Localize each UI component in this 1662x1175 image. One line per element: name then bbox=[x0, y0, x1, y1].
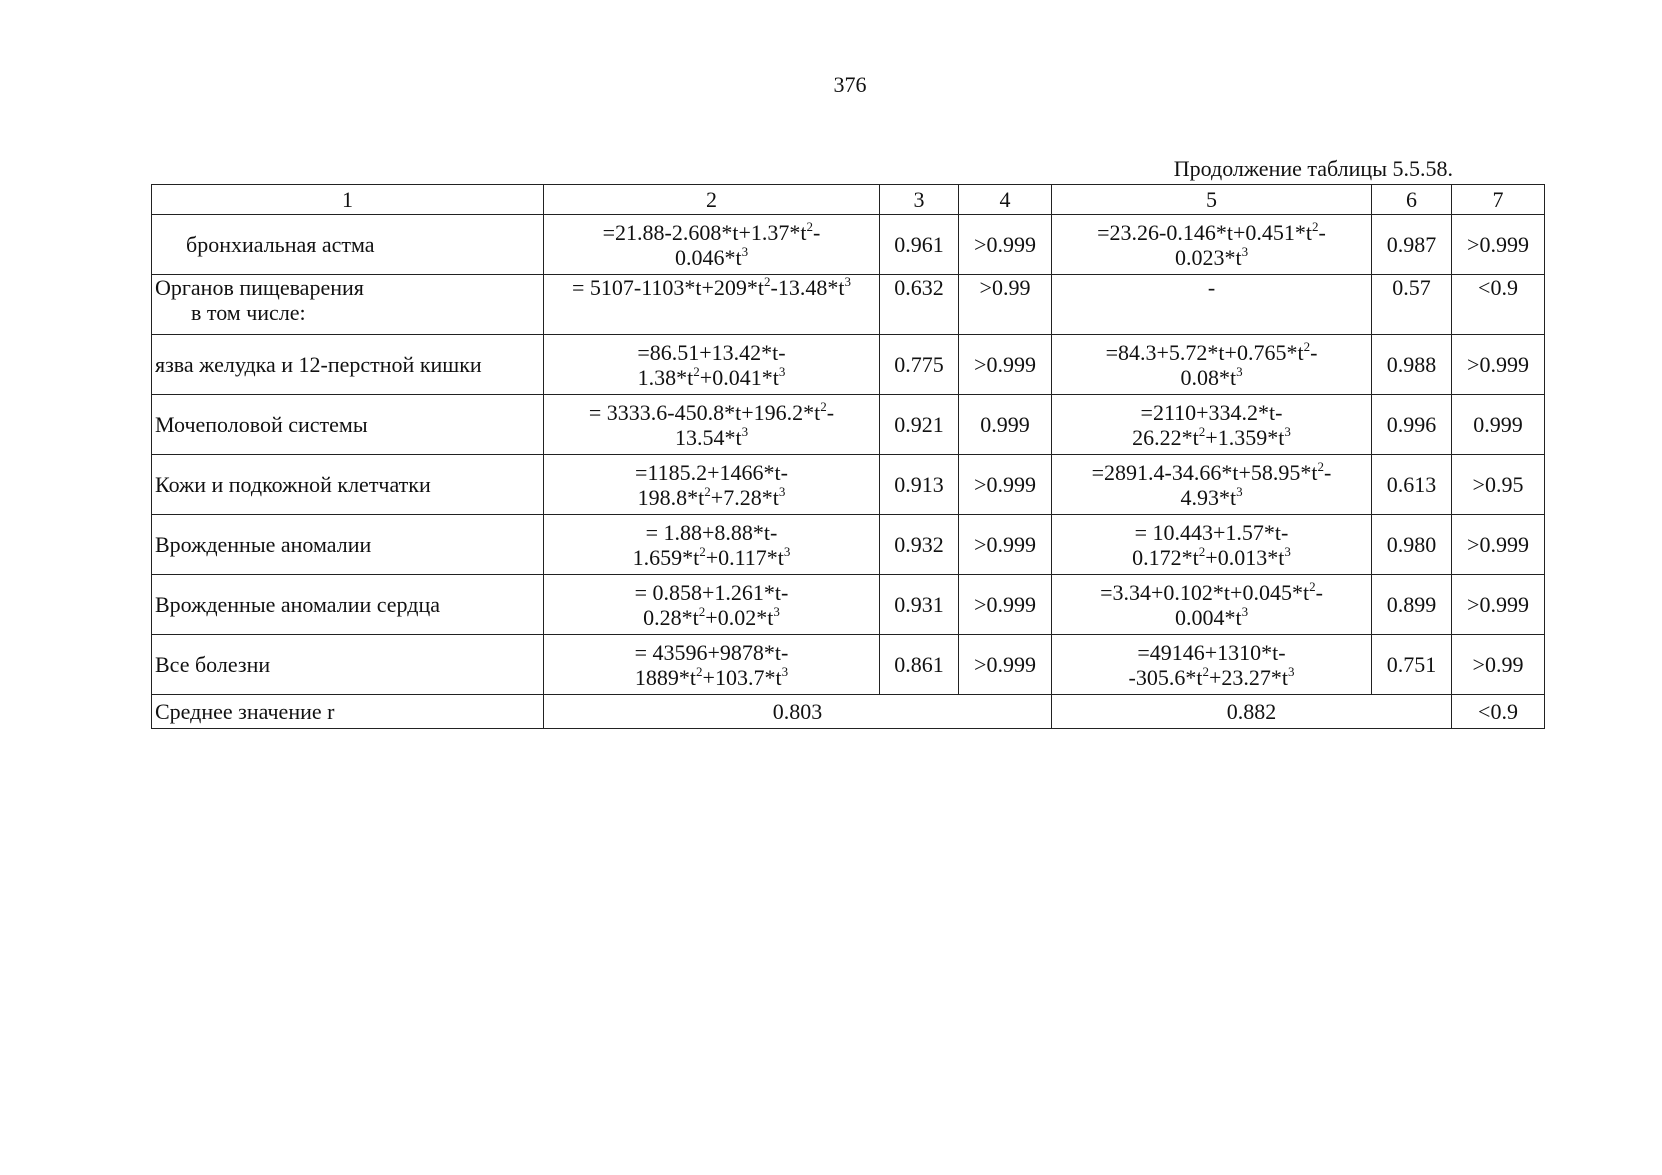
formula-line: $=2891.4-34.66*t+58.95*t^2-$ bbox=[1091, 458, 1332, 485]
correlation-1: 0.932 bbox=[880, 515, 959, 575]
formula-line: $4.93*t^3$ bbox=[1180, 483, 1243, 510]
significance-2: >0.99 bbox=[1452, 635, 1545, 695]
formula-line: $1889*t^2+103.7*t^3$ bbox=[634, 663, 789, 690]
formula-line: $198.8*t^2+7.28*t^3$ bbox=[637, 483, 786, 510]
disease-label: Все болезни bbox=[155, 652, 271, 677]
formula-line: $0.172*t^2+0.013*t^3$ bbox=[1132, 543, 1291, 570]
significance-2: <0.9 bbox=[1452, 275, 1545, 335]
formula-line: $1.659*t^2+0.117*t^3$ bbox=[632, 543, 791, 570]
formula-line: = 1.88+8.88*t- bbox=[645, 519, 778, 545]
correlation-2: 0.613 bbox=[1372, 455, 1452, 515]
table-row bbox=[152, 455, 1545, 515]
table-row bbox=[152, 215, 1545, 275]
disease-name bbox=[152, 575, 544, 635]
correlation-2: 0.751 bbox=[1372, 635, 1452, 695]
column-header-3: 3 bbox=[880, 185, 959, 215]
correlation-2: 0.987 bbox=[1372, 215, 1452, 275]
column-header-4: 4 bbox=[959, 185, 1052, 215]
significance-1: >0.999 bbox=[959, 455, 1052, 515]
correlation-2: 0.996 bbox=[1372, 395, 1452, 455]
summary-label: Среднее значение r bbox=[152, 695, 544, 729]
formula-line: =2110+334.2*t- bbox=[1140, 399, 1283, 425]
correlation-1: 0.931 bbox=[880, 575, 959, 635]
significance-2: >0.999 bbox=[1452, 215, 1545, 275]
significance-1: >0.999 bbox=[959, 575, 1052, 635]
significance-1: >0.999 bbox=[959, 515, 1052, 575]
correlation-1: 0.961 bbox=[880, 215, 959, 275]
correlation-1: 0.913 bbox=[880, 455, 959, 515]
trend-formula-2 bbox=[1052, 275, 1372, 335]
summary-value-1: 0.803 bbox=[544, 695, 1052, 729]
formula-line: $0.28*t^2+0.02*t^3$ bbox=[643, 603, 780, 630]
header-row bbox=[152, 185, 1545, 215]
significance-1: >0.999 bbox=[959, 335, 1052, 395]
disease-label: Кожи и подкожной клетчатки bbox=[155, 472, 431, 497]
disease-name bbox=[152, 275, 544, 335]
trend-formula-1 bbox=[544, 335, 880, 395]
disease-name bbox=[152, 455, 544, 515]
trend-formula-1 bbox=[544, 215, 880, 275]
disease-label: Врожденные аномалии сердца bbox=[155, 592, 440, 617]
table-caption: Продолжение таблицы 5.5.58. bbox=[1173, 156, 1453, 181]
disease-label: бронхиальная астма bbox=[186, 232, 375, 257]
formula-line: = 0.858+1.261*t- bbox=[634, 579, 789, 605]
formula-line: = $3333.6-450.8*t+196.2*t^2-$ bbox=[588, 398, 835, 425]
trend-formula-2 bbox=[1052, 455, 1372, 515]
correlation-1: 0.775 bbox=[880, 335, 959, 395]
formula-line: $0.08*t^3$ bbox=[1180, 363, 1243, 390]
trend-formula-2 bbox=[1052, 575, 1372, 635]
disease-name bbox=[152, 215, 544, 275]
disease-label: Мочеполовой системы bbox=[155, 412, 368, 437]
significance-1: >0.99 bbox=[959, 275, 1052, 335]
disease-sublabel: в том числе: bbox=[191, 300, 306, 325]
trend-formula-1 bbox=[544, 455, 880, 515]
formula-line: $=23.26-0.146*t+0.451*t^2-$ bbox=[1097, 218, 1326, 245]
table-row bbox=[152, 335, 1545, 395]
correlation-2: 0.988 bbox=[1372, 335, 1452, 395]
table-row bbox=[152, 635, 1545, 695]
column-header-5: 5 bbox=[1052, 185, 1372, 215]
summary-value-2: 0.882 bbox=[1052, 695, 1452, 729]
trend-formula-2 bbox=[1052, 215, 1372, 275]
disease-label: Органов пищеварения bbox=[155, 275, 364, 300]
disease-name bbox=[152, 635, 544, 695]
formula-line: = 43596+9878*t- bbox=[634, 639, 789, 665]
formula-line: $26.22*t^2+1.359*t^3$ bbox=[1132, 423, 1291, 450]
formula-line: $1.38*t^2+0.041*t^3$ bbox=[637, 363, 786, 390]
disease-label: Врожденные аномалии bbox=[155, 532, 372, 557]
disease-name bbox=[152, 335, 544, 395]
table-row bbox=[152, 575, 1545, 635]
trend-formula-1 bbox=[544, 515, 880, 575]
trend-formula-1 bbox=[544, 575, 880, 635]
significance-1: >0.999 bbox=[959, 215, 1052, 275]
formula-line: = $5107-1103*t+209*t^2-13.48*t^3$ bbox=[571, 274, 851, 300]
correlation-1: 0.921 bbox=[880, 395, 959, 455]
summary-value-3: <0.9 bbox=[1452, 695, 1545, 729]
column-header-7: 7 bbox=[1452, 185, 1545, 215]
formula-line: =1185.2+1466*t- bbox=[635, 459, 788, 485]
trend-formula-2 bbox=[1052, 635, 1372, 695]
trend-formula-1 bbox=[544, 395, 880, 455]
formula-line: $-305.6*t^2+23.27*t^3$ bbox=[1128, 663, 1295, 690]
formula-line: $0.023*t^3$ bbox=[1174, 243, 1249, 270]
column-header-1: 1 bbox=[152, 185, 544, 215]
trend-formula-2 bbox=[1052, 395, 1372, 455]
table-body bbox=[152, 185, 1545, 729]
significance-2: >0.999 bbox=[1452, 515, 1545, 575]
correlation-2: 0.899 bbox=[1372, 575, 1452, 635]
correlation-1: 0.861 bbox=[880, 635, 959, 695]
trend-formula-1 bbox=[544, 275, 880, 335]
formula-line: $0.046*t^3$ bbox=[674, 243, 749, 270]
trend-formula-2 bbox=[1052, 335, 1372, 395]
formula-line: =49146+1310*t- bbox=[1137, 639, 1286, 665]
formula-line: $13.54*t^3$ bbox=[674, 423, 749, 450]
formula-line: = 10.443+1.57*t- bbox=[1134, 519, 1289, 545]
formula-line: $=3.34+0.102*t+0.045*t^2-$ bbox=[1100, 578, 1323, 605]
column-header-6: 6 bbox=[1372, 185, 1452, 215]
trend-formula-1 bbox=[544, 635, 880, 695]
significance-2: >0.999 bbox=[1452, 575, 1545, 635]
significance-2: >0.999 bbox=[1452, 335, 1545, 395]
formula-line: $=84.3+5.72*t+0.765*t^2-$ bbox=[1105, 338, 1318, 365]
correlation-2: 0.57 bbox=[1372, 275, 1452, 335]
significance-2: >0.95 bbox=[1452, 455, 1545, 515]
formula-line: $0.004*t^3$ bbox=[1174, 603, 1249, 630]
page-number: 376 bbox=[833, 72, 867, 97]
correlation-2: 0.980 bbox=[1372, 515, 1452, 575]
significance-1: 0.999 bbox=[959, 395, 1052, 455]
significance-1: >0.999 bbox=[959, 635, 1052, 695]
significance-2: 0.999 bbox=[1452, 395, 1545, 455]
formula-line: $=21.88-2.608*t+1.37*t^2-$ bbox=[602, 218, 821, 245]
column-header-2: 2 bbox=[544, 185, 880, 215]
data-table bbox=[151, 184, 1545, 729]
table-row bbox=[152, 395, 1545, 455]
correlation-1: 0.632 bbox=[880, 275, 959, 335]
trend-formula-2 bbox=[1052, 515, 1372, 575]
formula-line: =86.51+13.42*t- bbox=[637, 339, 786, 365]
summary-row bbox=[152, 695, 1545, 729]
table-row bbox=[152, 515, 1545, 575]
table-row bbox=[152, 275, 1545, 335]
disease-name bbox=[152, 395, 544, 455]
formula-line: - bbox=[1207, 275, 1216, 300]
disease-name bbox=[152, 515, 544, 575]
disease-label: язва желудка и 12-перстной кишки bbox=[155, 352, 482, 377]
